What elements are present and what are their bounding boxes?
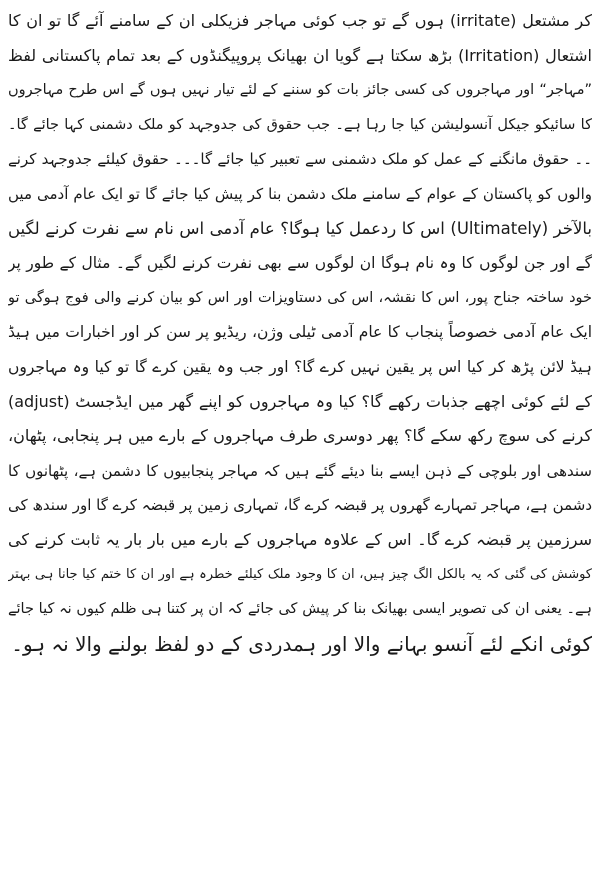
- text-line: بالآخر (Ultimately) اس کا ردعمل کیا ہوگا؟ عام آدمی اس نام سے نفرت کرنے لگیں: [8, 218, 592, 238]
- text-line: والوں کو پاکستان کے عوام کے سامنے ملک دشمن بنا کر پیش کیا جائے گا تو ایک عام آدمی میں: [8, 184, 592, 203]
- text-line: کوشش کی گئی کہ یہ بالکل الگ چیز ہیں، ان کا وجود ملک کیلئے خطرہ ہے اور ان کا ختم کیا جانا ہی بہتر: [8, 566, 592, 582]
- text-line: ایک عام آدمی خصوصاً پنجاب کا عام آدمی ٹیلی وژن، ریڈیو پر سن کر اور اخبارات میں ہیڈ: [8, 323, 592, 342]
- text-line: کرنے کی سوچ رکھ سکے گا؟ پھر دوسری طرف مہاجروں کے بارے میں ہر پنجابی، پٹھان،: [8, 426, 592, 446]
- text-line: دشمن ہے، مہاجر تمہارے گھروں پر قبضہ کرے گا، تمہاری زمین پر قبضہ کرے گا اور سندھ کی: [8, 496, 592, 515]
- text-line: کا سائیکو جیکل آنسولیشن کیا جا رہا ہے۔ جب حقوق کی جدوجہد کو ملک دشمنی کہا جائے گا۔: [8, 116, 592, 133]
- text-line: کوئی انکے لئے آنسو بہانے والا اور ہمدردی کے دو لفظ بولنے والا نہ ہو۔: [11, 631, 592, 656]
- text-line: ہیڈ لائن پڑھ کر کیا اس پر یقین نہیں کرے گا؟ اور جب وہ یقین کرے گا تو کیا وہ مہاجروں: [8, 357, 592, 376]
- text-line: اشتعال (Irritation) بڑھ سکتا ہے گویا ان بھیانک پروپیگنڈوں کے بعد تمام پاکستانی لفظ: [8, 45, 592, 65]
- text-line: گے اور جن لوگوں کا وہ نام ہوگا ان لوگوں سے بھی نفرت کرنے لگیں گے۔ مثال کے طور پر: [8, 254, 592, 273]
- text-line: خود ساختہ جناح پور، اس کا نقشہ، اس کی دستاویزات اور اس کو بیان کرنے والی فوج ہوگی تو: [8, 289, 592, 306]
- text-line: ہے۔ یعنی ان کی تصویر ایسی بھیانک بنا کر پیش کی جائے کہ ان پر کتنا ہی ظلم کیوں نہ کیا جائے: [8, 601, 592, 618]
- text-line: ۔۔ حقوق مانگنے کے عمل کو ملک دشمنی سے تعبیر کیا جائے گا۔۔۔ حقوق کیلئے جدوجہد کرنے: [8, 150, 592, 169]
- text-line: سندھی اور بلوچی کے ذہن ایسے بنا دیئے گئے ہیں کہ مہاجر پنجابیوں کا دشمن ہے، پٹھانوں کا: [8, 461, 592, 480]
- text-line: کے لئے کوئی اچھے جذبات رکھے گا؟ کیا وہ مہاجروں کو اپنے گھر میں ایڈجسٹ (adjust): [8, 391, 592, 411]
- urdu-text-body: [8, 4, 592, 661]
- text-line: کر مشتعل (irritate) ہوں گے تو جب کوئی مہاجر فزیکلی ان کے سامنے آئے گا تو ان کا: [8, 11, 592, 30]
- text-line: ”مہاجر“ اور مہاجروں کی کسی جائز بات کو سننے کے لئے تیار نہیں ہوں گے اس طرح مہاجروں: [8, 82, 592, 99]
- text-line: سرزمین پر قبضہ کرے گا۔ اس کے علاوہ مہاجروں کے بارے میں بار بار یہ ثابت کرنے کی: [8, 529, 592, 549]
